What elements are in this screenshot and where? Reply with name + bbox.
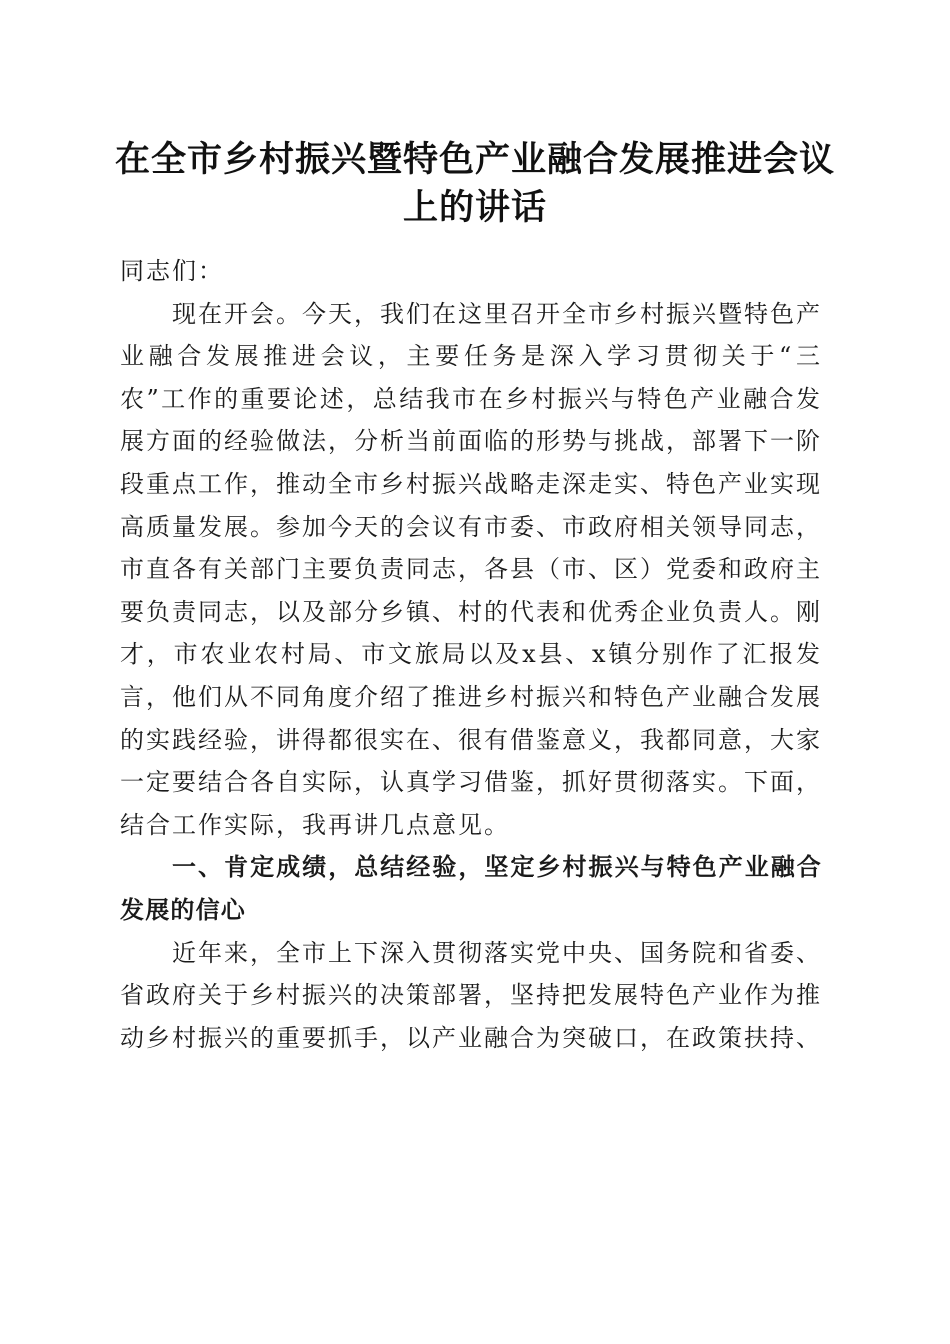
document-body xyxy=(120,250,822,1059)
section-1-paragraph: 近年来，全市上下深入贯彻落实党中央、国务院和省委、省政府关于乡村振兴的决策部署，坚持把发展特色产业作为推动乡村振兴的重要抓手，以产业融合为突破口，在政策扶持、 xyxy=(120,938,822,1052)
document-title: 在全市乡村振兴暨特色产业融合发展推进会议上的讲话 xyxy=(114,139,835,228)
section-heading-1: 一、肯定成绩，总结经验，坚定乡村振兴与特色产业融合发展的信心 xyxy=(120,853,822,924)
opening-paragraph: 现在开会。今天，我们在这里召开全市乡村振兴暨特色产业融合发展推进会议，主要任务是深入学习贯彻关于“三农”工作的重要论述，总结我市在乡村振兴与特色产业融合发展方面的经验做法，分析当前面临的形势与挑战，部署下一阶段重点工作，推动全市乡村振兴战略走深走实、特色产业实现高质量发展。参加今天的会议有市委、市政府相关领导同志，市直各有关部门主要负责同志，各县（市、区）党委和政府主要负责同志，以及部分乡镇、村的代表和优秀企业负责人。刚才，市农业农村局、市文旅局以及x县、x镇分别作了汇报发言，他们从不同角度介绍了推进乡村振兴和特色产业融合发展的实践经验，讲得都很实在、很有借鉴意义，我都同意，大家一定要结合各自实际，认真学习借鉴，抓好贯彻落实。下面，结合工作实际，我再讲几点意见。 xyxy=(120,299,822,839)
salutation: 同志们： xyxy=(120,257,224,285)
